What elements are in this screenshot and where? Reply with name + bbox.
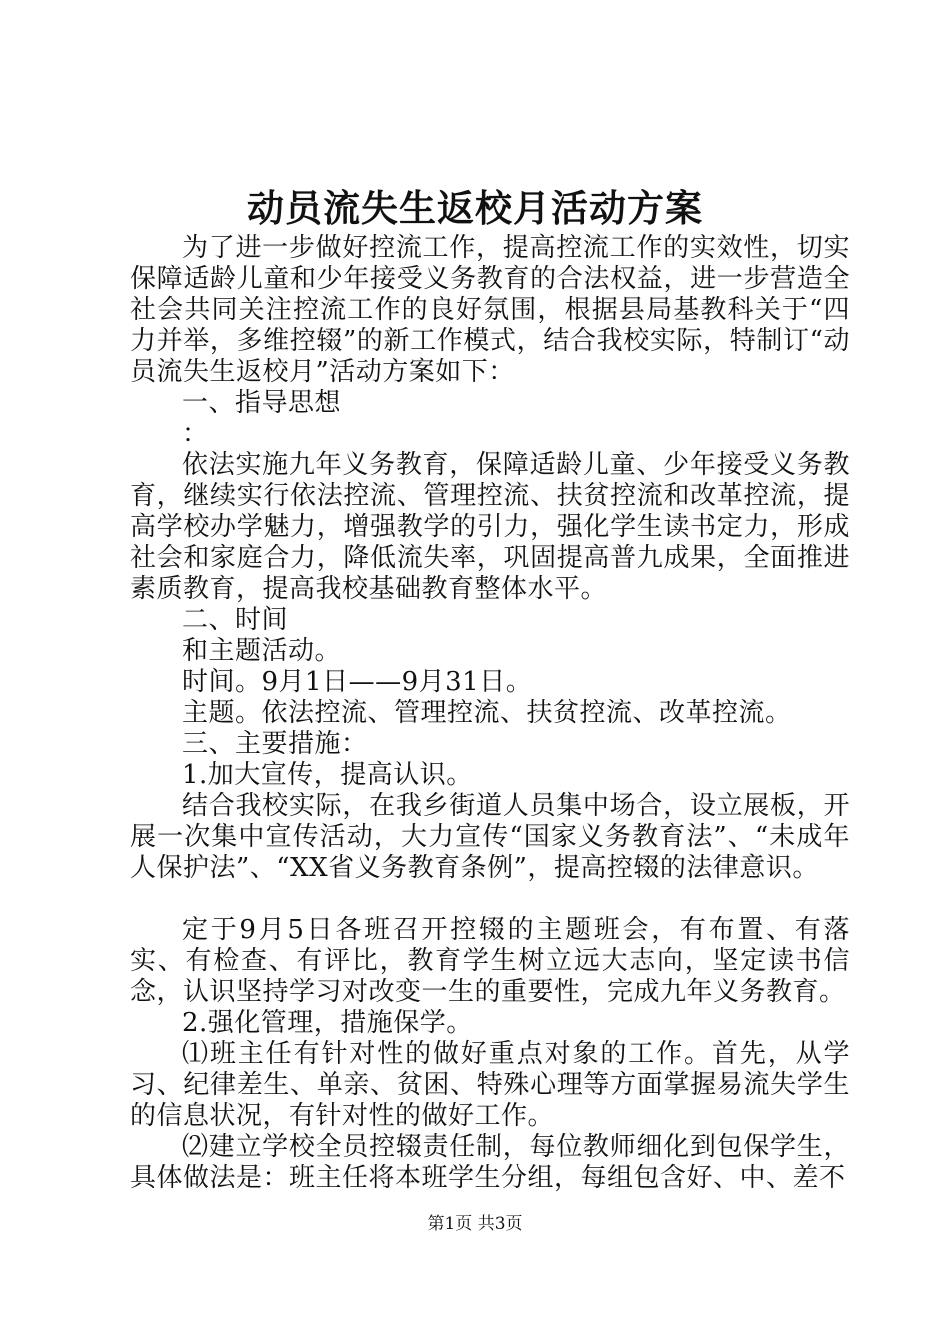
section-heading-time: 二、时间 [182,605,289,635]
publicity-paragraph: 结合我校实际，在我乡街道人员集中场合，设立展板，开展一次集中宣传活动，大力宣传“国家义务教育法”、“未成年人保护法”、“XX省义务教育条例”，提高控辍的法律意识。 [130,791,850,883]
measure-1-heading: 1.加大宣传，提高认识。 [182,760,473,790]
measure-2-item-2: ⑵建立学校全员控辍责任制，每位教师细化到包保学生，具体做法是：班主任将本班学生分组，每组包含好、中、差不 [130,1132,850,1193]
section-heading-guiding-ideology: 一、指导思想 [182,388,342,418]
theme-line: 主题。依法控流、管理控流、扶贫控流、改革控流。 [182,698,792,728]
class-meeting-paragraph: 定于9月5日各班召开控辍的主题班会，有布置、有落实、有检查、有评比，教育学生树立远大志向，坚定读书信念，认识坚持学习对改变一生的重要性，完成九年义务教育。 [130,915,850,1007]
document-title: 动员流失生返校月活动方案 [247,186,703,230]
time-line: 时间。9月1日——9月31日。 [182,667,533,697]
document-body [130,233,850,1194]
colon-line: ： [182,419,209,449]
guiding-ideology-paragraph: 依法实施九年义务教育，保障适龄儿童、少年接受义务教育，继续实行依法控流、管理控流、扶贫控流和改革控流，提高学校办学魅力，增强教学的引力，强化学生读书定力，形成社会和家庭合力，降低流失率，巩固提高普九成果，全面推进素质教育，提高我校基础教育整体水平。 [130,450,850,604]
theme-activity-line: 和主题活动。 [182,636,342,666]
blank-line [130,884,850,915]
section-heading-measures: 三、主要措施： [182,729,368,759]
measure-2-item-1: ⑴班主任有针对性的做好重点对象的工作。首先，从学习、纪律差生、单亲、贫困、特殊心理等方面掌握易流失学生的信息状况，有针对性的做好工作。 [130,1039,850,1131]
intro-paragraph: 为了进一步做好控流工作，提高控流工作的实效性，切实保障适龄儿童和少年接受义务教育的合法权益，进一步营造全社会共同关注控流工作的良好氛围，根据县局基教科关于“四力并举，多维控辍”的新工作模式，结合我校实际，特制订“动员流失生返校月”活动方案如下： [130,233,850,387]
page-footer: 第1页 共3页 [427,1214,523,1234]
measure-2-heading: 2.强化管理，措施保学。 [182,1008,473,1038]
